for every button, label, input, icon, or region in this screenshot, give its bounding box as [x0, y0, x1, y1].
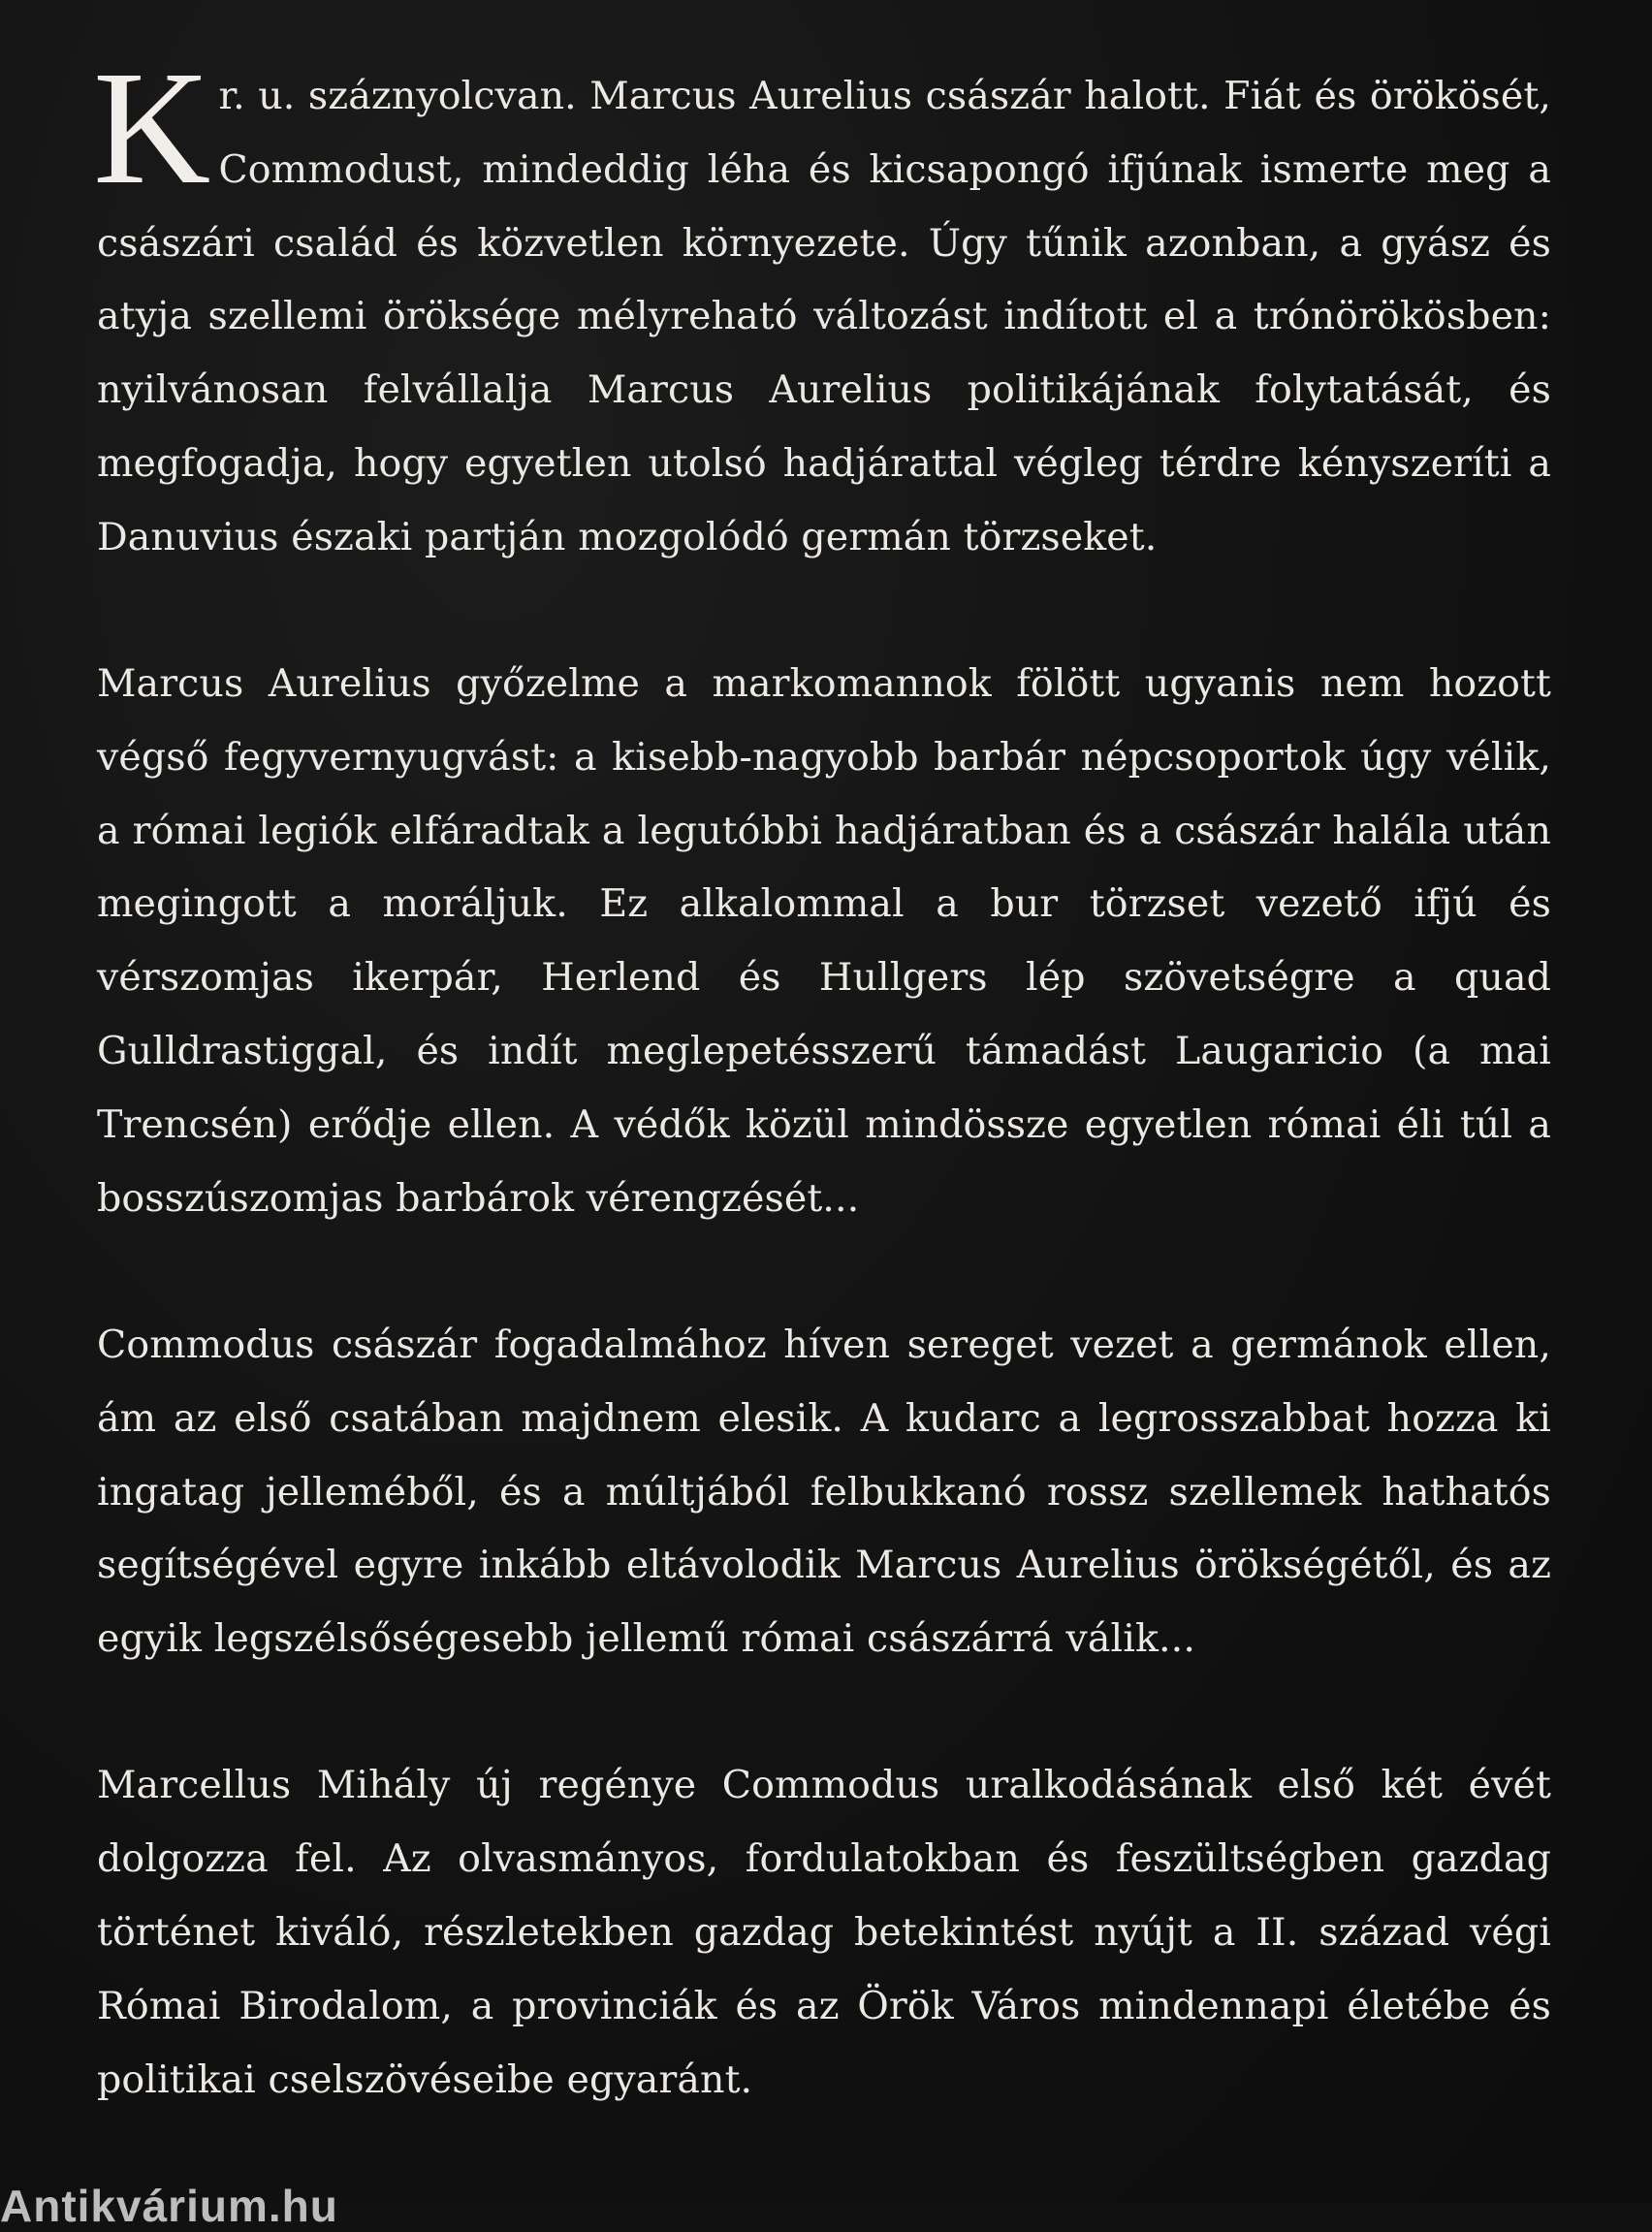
- drop-cap: K: [93, 38, 211, 218]
- paragraph-1: [93, 38, 1551, 575]
- blurb-text: [93, 38, 1551, 2117]
- paragraph-1-text: r. u. száznyolcvan. Marcus Aurelius császár halott. Fiát és örökösét, Commodust, mindeddig léha és kicsapongó ifjúnak ismerte meg a császári család és közvetlen környezete. Úgy tűnik azonban, a gyász és atyja szellemi öröksége mélyreható változást indított el a trónörökösben: nyilvánosan felvállalja Marcus Aurelius politikájának folytatását, és megfogadja, hogy egyetlen utolsó hadjárattal végleg térdre kényszeríti a Danuvius északi partján mozgolódó germán törzseket.: [97, 74, 1551, 559]
- watermark: Antikvárium.hu: [0, 2181, 338, 2231]
- paragraph-3: Commodus császár fogadalmához híven sereget vezet a germánok ellen, ám az első csatában majdnem elesik. A kudarc a legrosszabbat hozza ki ingatag jelleméből, és a múltjából felbukkanó rossz szellemek hathatós segítségével egyre inkább eltávolodik Marcus Aurelius örökségétől, és az egyik legszélsőségesebb jellemű római császárrá válik...: [97, 1322, 1551, 1662]
- paragraph-4: Marcellus Mihály új regénye Commodus uralkodásának első két évét dolgozza fel. Az olvasmányos, fordulatokban és feszültségben gazdag történet kiváló, részletekben gazdag betekintést nyújt a II. század végi Római Birodalom, a provinciák és az Örök Város mindennapi életébe és politikai cselszövéseibe egyaránt.: [97, 1763, 1551, 2102]
- paragraph-2: Marcus Aurelius győzelme a markomannok fölött ugyanis nem hozott végső fegyvernyugvást: a kisebb-nagyobb barbár népcsoportok úgy vélik, a római legiók elfáradtak a legutóbbi hadjáratban és a császár halála után megingott a moráljuk. Ez alkalommal a bur törzset vezető ifjú és vérszomjas ikerpár, Herlend és Hullgers lép szövetségre a quad Gulldrastiggal, és indít meglepetésszerű támadást Laugaricio (a mai Trencsén) erődje ellen. A védők közül mindössze egyetlen római éli túl a bosszúszomjas barbárok vérengzését...: [97, 661, 1551, 1221]
